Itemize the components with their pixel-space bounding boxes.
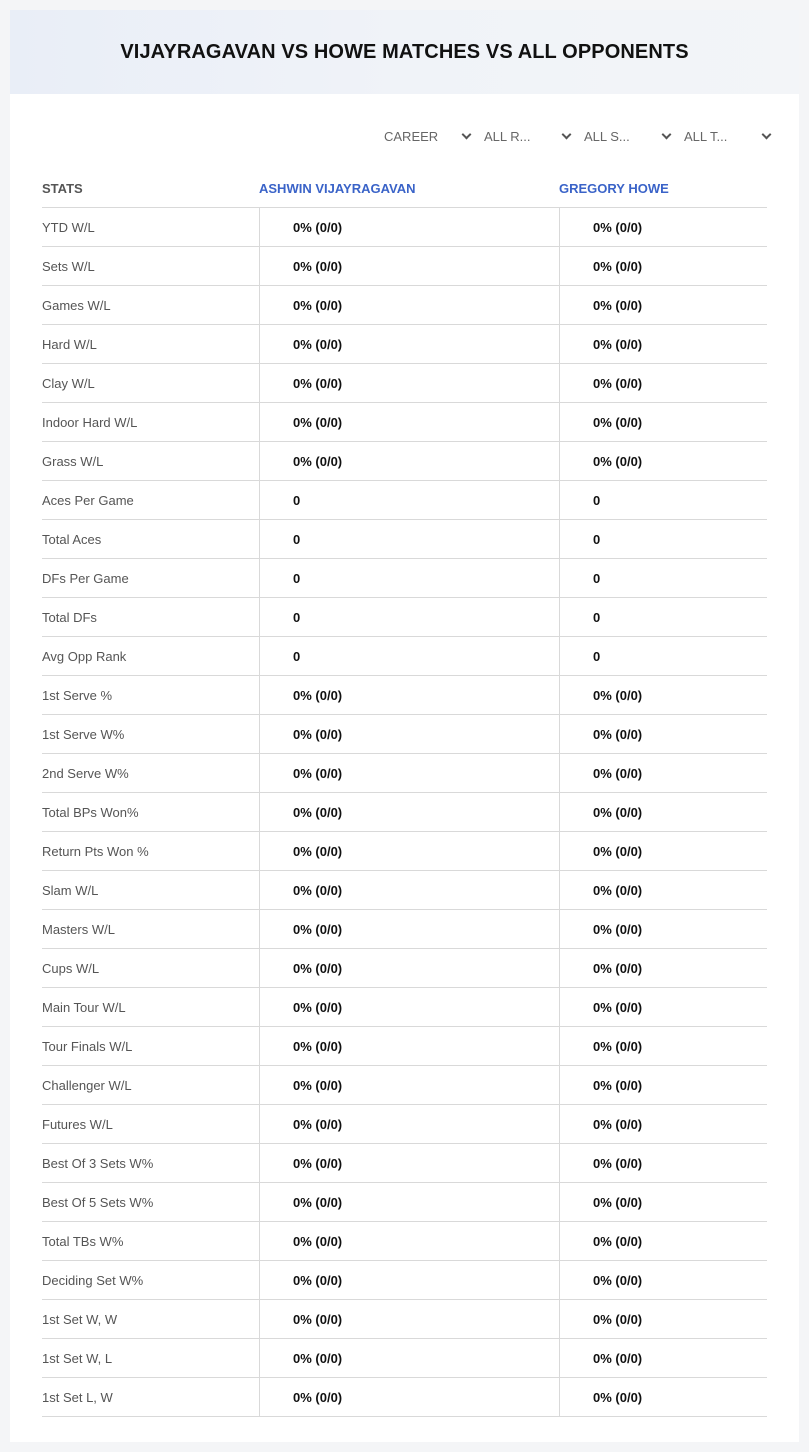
chevron-down-icon [562,129,572,139]
stat-label: Futures W/L [42,1116,113,1132]
table-row [42,949,767,988]
table-header [42,170,767,208]
table-row [42,793,767,832]
stat-label: 1st Set W, W [42,1311,118,1327]
table-row [42,715,767,754]
player1-value: 0% (0/0) [259,1183,559,1221]
player2-value: 0% (0/0) [559,247,767,285]
player1-value: 0% (0/0) [259,442,559,480]
stat-label: Games W/L [42,297,111,313]
stat-label: Aces Per Game [42,492,134,508]
chevron-down-icon [462,129,472,139]
player1-value: 0% (0/0) [259,715,559,753]
table-row [42,1105,767,1144]
player1-value: 0 [259,637,559,675]
table-row [42,1183,767,1222]
stat-label: Hard W/L [42,336,97,352]
table-row [42,910,767,949]
player1-value: 0% (0/0) [259,949,559,987]
player2-value: 0% (0/0) [559,715,767,753]
stat-label: Cups W/L [42,960,100,976]
player2-value: 0% (0/0) [559,1300,767,1338]
player1-value: 0% (0/0) [259,988,559,1026]
surface-filter-select[interactable] [582,126,682,146]
player2-value: 0% (0/0) [559,1378,767,1416]
player2-value: 0% (0/0) [559,754,767,792]
player2-value: 0% (0/0) [559,364,767,402]
round-filter-select[interactable] [482,126,582,146]
player2-value: 0% (0/0) [559,910,767,948]
player1-value: 0% (0/0) [259,676,559,714]
stat-label: Main Tour W/L [42,999,126,1015]
chevron-down-icon [762,129,772,139]
table-row [42,520,767,559]
player1-value: 0% (0/0) [259,1339,559,1377]
career-filter-select[interactable] [382,126,482,146]
player2-value: 0% (0/0) [559,1261,767,1299]
round-filter-label: ALL R... [484,128,531,144]
player1-value: 0% (0/0) [259,1300,559,1338]
stat-label: Tour Finals W/L [42,1038,133,1054]
table-row [42,247,767,286]
player1-value: 0% (0/0) [259,910,559,948]
player2-name-link[interactable]: GREGORY HOWE [559,181,669,196]
stat-label: YTD W/L [42,219,95,235]
player1-value: 0 [259,598,559,636]
player2-value: 0% (0/0) [559,1105,767,1143]
player1-value: 0% (0/0) [259,1066,559,1104]
stat-label: 1st Set L, W [42,1389,113,1405]
stat-label: Challenger W/L [42,1077,132,1093]
table-row [42,598,767,637]
player2-value: 0% (0/0) [559,1339,767,1377]
table-row [42,637,767,676]
stat-label: 2nd Serve W% [42,765,129,781]
card-header [10,10,799,94]
stat-label: Deciding Set W% [42,1272,144,1288]
table-row [42,1066,767,1105]
table-row [42,1144,767,1183]
stat-label: Best Of 3 Sets W% [42,1155,154,1171]
player2-value: 0% (0/0) [559,1144,767,1182]
table-row [42,442,767,481]
player1-value: 0% (0/0) [259,793,559,831]
player2-value: 0% (0/0) [559,676,767,714]
player1-value: 0% (0/0) [259,1261,559,1299]
table-body [42,208,767,1417]
stat-label: 1st Serve W% [42,726,125,742]
table-row [42,1300,767,1339]
player2-value: 0 [559,520,767,558]
stat-label: Slam W/L [42,882,99,898]
stat-label: DFs Per Game [42,570,129,586]
stats-table [42,170,767,1417]
table-row [42,1378,767,1417]
table-row [42,1261,767,1300]
stat-label: Total BPs Won% [42,804,139,820]
filter-bar [382,126,782,146]
stat-label: Total Aces [42,531,102,547]
player2-value: 0% (0/0) [559,871,767,909]
stats-card [10,10,799,1442]
player1-value: 0% (0/0) [259,403,559,441]
table-row [42,676,767,715]
stat-label: Masters W/L [42,921,115,937]
tournament-filter-select[interactable] [682,126,782,146]
player1-value: 0% (0/0) [259,871,559,909]
player2-value: 0% (0/0) [559,988,767,1026]
chevron-down-icon [662,129,672,139]
player1-value: 0% (0/0) [259,286,559,324]
stat-label: Total DFs [42,609,97,625]
player2-value: 0 [559,481,767,519]
player2-value: 0% (0/0) [559,325,767,363]
career-filter-label: CAREER [384,128,439,144]
player2-value: 0% (0/0) [559,286,767,324]
player2-value: 0% (0/0) [559,442,767,480]
stat-label: Sets W/L [42,258,95,274]
player1-value: 0% (0/0) [259,754,559,792]
player1-value: 0% (0/0) [259,247,559,285]
player2-value: 0% (0/0) [559,832,767,870]
player2-value: 0% (0/0) [559,949,767,987]
stat-label: Total TBs W% [42,1233,124,1249]
table-row [42,1339,767,1378]
stat-label: Avg Opp Rank [42,648,127,664]
player1-value: 0 [259,481,559,519]
table-row [42,364,767,403]
player1-value: 0% (0/0) [259,1105,559,1143]
player1-value: 0% (0/0) [259,832,559,870]
player2-value: 0 [559,559,767,597]
table-row [42,1222,767,1261]
table-row [42,481,767,520]
player1-name-link[interactable]: ASHWIN VIJAYRAGAVAN [259,181,416,196]
player2-value: 0% (0/0) [559,1027,767,1065]
player2-value: 0% (0/0) [559,1066,767,1104]
player1-value: 0% (0/0) [259,364,559,402]
table-row [42,1027,767,1066]
player2-value: 0 [559,598,767,636]
player1-value: 0% (0/0) [259,1222,559,1260]
table-row [42,871,767,910]
table-row [42,403,767,442]
stat-label: Best Of 5 Sets W% [42,1194,154,1210]
player2-value: 0% (0/0) [559,208,767,246]
stat-label: Return Pts Won % [42,843,149,859]
table-row [42,559,767,598]
player1-value: 0% (0/0) [259,325,559,363]
stat-label: Indoor Hard W/L [42,414,138,430]
table-row [42,208,767,247]
stat-label: 1st Serve % [42,687,113,703]
player2-value: 0% (0/0) [559,403,767,441]
stat-label: Grass W/L [42,453,104,469]
player2-value: 0% (0/0) [559,793,767,831]
table-row [42,325,767,364]
player2-value: 0 [559,637,767,675]
player2-value: 0% (0/0) [559,1183,767,1221]
player1-value: 0% (0/0) [259,1378,559,1416]
player1-value: 0% (0/0) [259,1144,559,1182]
player1-value: 0% (0/0) [259,1027,559,1065]
stat-label: Clay W/L [42,375,95,391]
table-row [42,988,767,1027]
stat-label: 1st Set W, L [42,1350,113,1366]
player1-value: 0 [259,559,559,597]
stats-column-header: STATS [42,181,83,196]
table-row [42,832,767,871]
page-title: VIJAYRAGAVAN VS HOWE MATCHES VS ALL OPPONENTS [120,40,689,63]
tournament-filter-label: ALL T... [684,128,728,144]
table-row [42,286,767,325]
player1-value: 0% (0/0) [259,208,559,246]
table-row [42,754,767,793]
surface-filter-label: ALL S... [584,128,630,144]
player1-value: 0 [259,520,559,558]
player2-value: 0% (0/0) [559,1222,767,1260]
